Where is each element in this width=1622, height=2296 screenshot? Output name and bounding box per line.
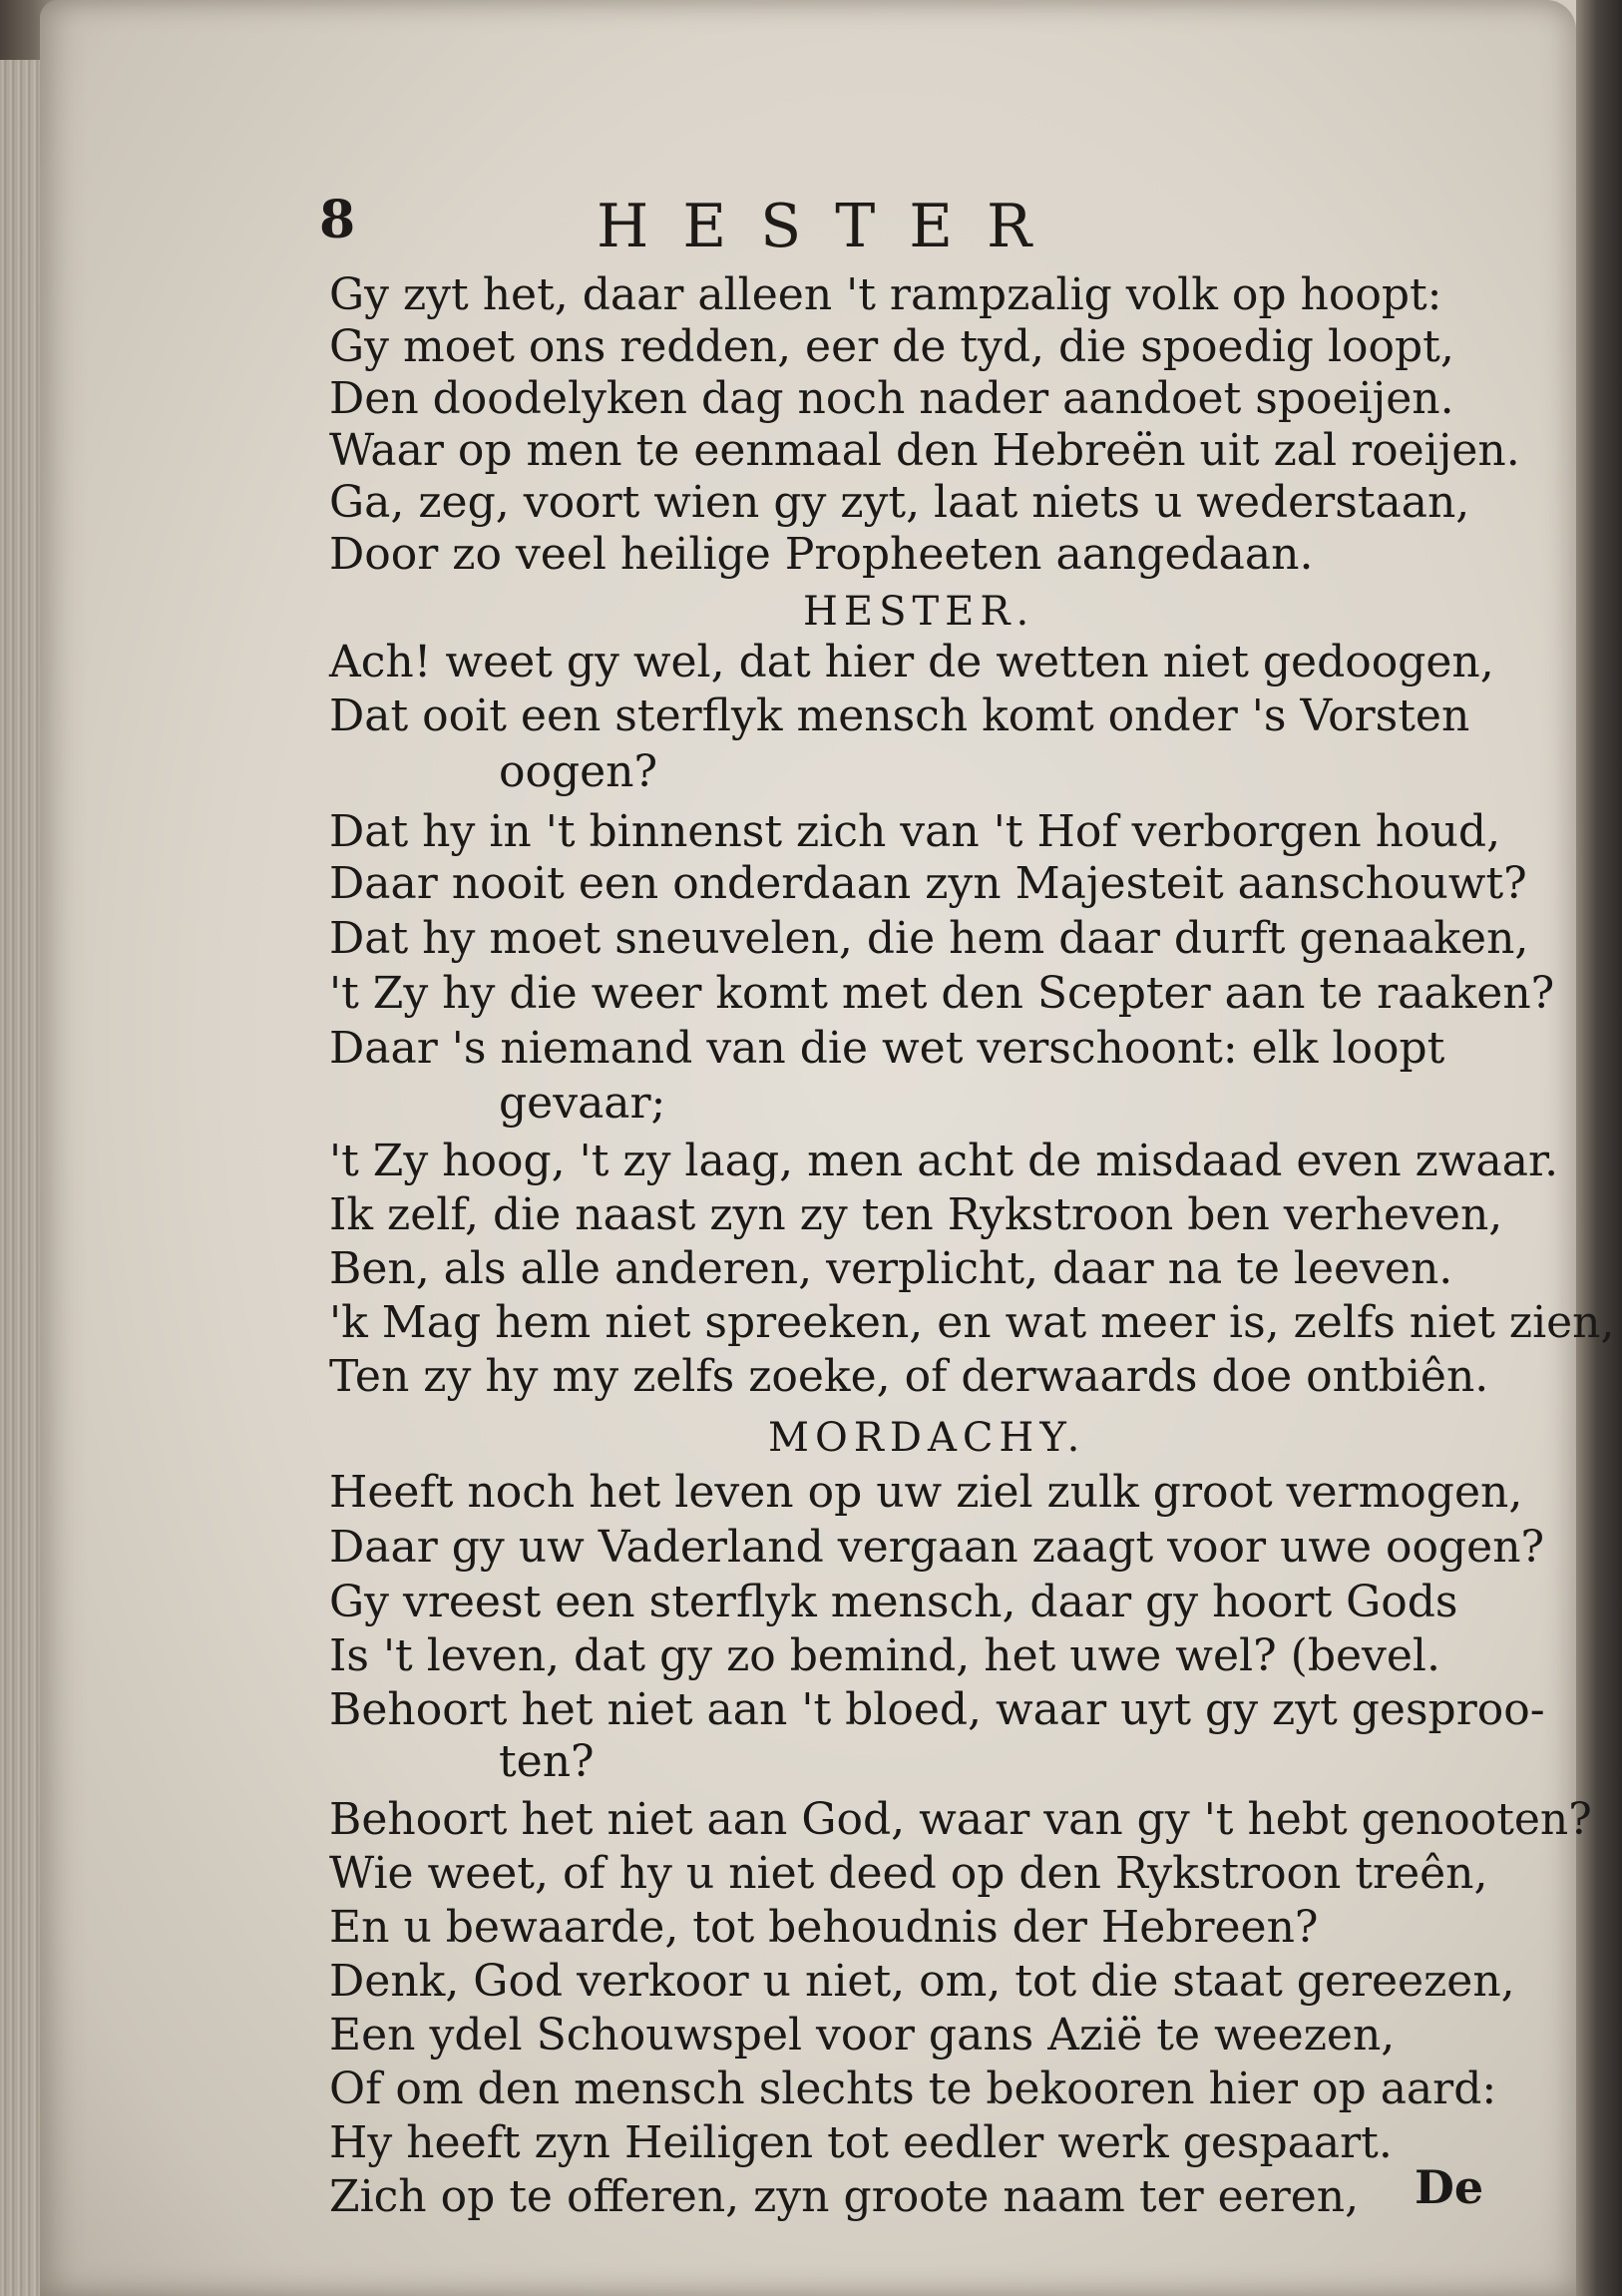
catchword: De <box>1415 2160 1484 2214</box>
speaker-name: HESTER. <box>803 589 1035 635</box>
text-line: Gy moet ons redden, eer de tyd, die spoedig loopt, <box>329 321 1454 372</box>
text-line: Daar gy uw Vaderland vergaan zaagt voor uwe oogen? <box>329 1522 1545 1573</box>
text-line: Ten zy hy my zelfs zoeke, of derwaards doe ontbiên. <box>329 1351 1489 1402</box>
text-line: Ga, zeg, voort wien gy zyt, laat niets u wederstaan, <box>329 477 1470 528</box>
page-header <box>319 190 1297 269</box>
text-line: Is 't leven, dat gy zo bemind, het uwe wel? (bevel. <box>329 1630 1440 1681</box>
text-line: Behoort het niet aan 't bloed, waar uyt gy zyt gesproo- <box>329 1684 1545 1735</box>
text-line: 't Zy hy die weer komt met den Scepter aan te raaken? <box>329 968 1555 1019</box>
text-line: ten? <box>499 1736 595 1787</box>
text-line: Ben, als alle anderen, verplicht, daar na te leeven. <box>329 1243 1453 1294</box>
text-line: Heeft noch het leven op uw ziel zulk groot vermogen, <box>329 1467 1523 1518</box>
text-line: 't Zy hoog, 't zy laag, men acht de misdaad even zwaar. <box>329 1136 1559 1186</box>
facing-page-edge <box>1576 0 1622 2296</box>
text-line: Daar nooit een onderdaan zyn Majesteit aanschouwt? <box>329 858 1527 909</box>
text-line: Denk, God verkoor u niet, om, tot die staat gereezen, <box>329 1956 1515 2007</box>
running-title: HESTER <box>597 192 1066 261</box>
text-line: Ach! weet gy wel, dat hier de wetten niet gedoogen, <box>329 637 1494 688</box>
text-line: Dat hy in 't binnenst zich van 't Hof verborgen houd, <box>329 806 1501 857</box>
text-line: Waar op men te eenmaal den Hebreën uit zal roeijen. <box>329 425 1520 476</box>
text-line: Of om den mensch slechts te bekooren hier op aard: <box>329 2064 1497 2114</box>
text-line: Wie weet, of hy u niet deed op den Rykstroon treên, <box>329 1848 1488 1899</box>
text-line: 'k Mag hem niet spreeken, en wat meer is, zelfs niet zien, <box>329 1297 1615 1348</box>
text-line: Door zo veel heilige Propheeten aangedaan. <box>329 529 1314 580</box>
text-line: oogen? <box>499 746 658 797</box>
page-number: 8 <box>319 190 356 250</box>
text-line: Zich op te offeren, zyn groote naam ter eeren, <box>329 2171 1360 2222</box>
text-line: gevaar; <box>499 1078 666 1129</box>
text-line: Gy vreest een sterflyk mensch, daar gy hoort Gods <box>329 1577 1458 1627</box>
text-line: Dat ooit een sterflyk mensch komt onder 's Vorsten <box>329 690 1470 741</box>
text-line: Behoort het niet aan God, waar van gy 't hebt genooten? <box>329 1794 1592 1845</box>
text-line: Een ydel Schouwspel voor gans Azië te weezen, <box>329 2010 1396 2061</box>
text-line: Hy heeft zyn Heiligen tot eedler werk gespaart. <box>329 2117 1393 2168</box>
text-line: Dat hy moet sneuvelen, die hem daar durft genaaken, <box>329 913 1529 964</box>
text-line: Gy zyt het, daar alleen 't rampzalig volk op hoopt: <box>329 269 1442 320</box>
speaker-name: MORDACHY. <box>768 1415 1086 1461</box>
text-line: En u bewaarde, tot behoudnis der Hebreen? <box>329 1902 1319 1953</box>
text-line: Den doodelyken dag noch nader aandoet spoeijen. <box>329 373 1454 424</box>
text-line: Daar 's niemand van die wet verschoont: elk loopt <box>329 1023 1445 1074</box>
text-line: Ik zelf, die naast zyn zy ten Rykstroon ben verheven, <box>329 1189 1503 1240</box>
